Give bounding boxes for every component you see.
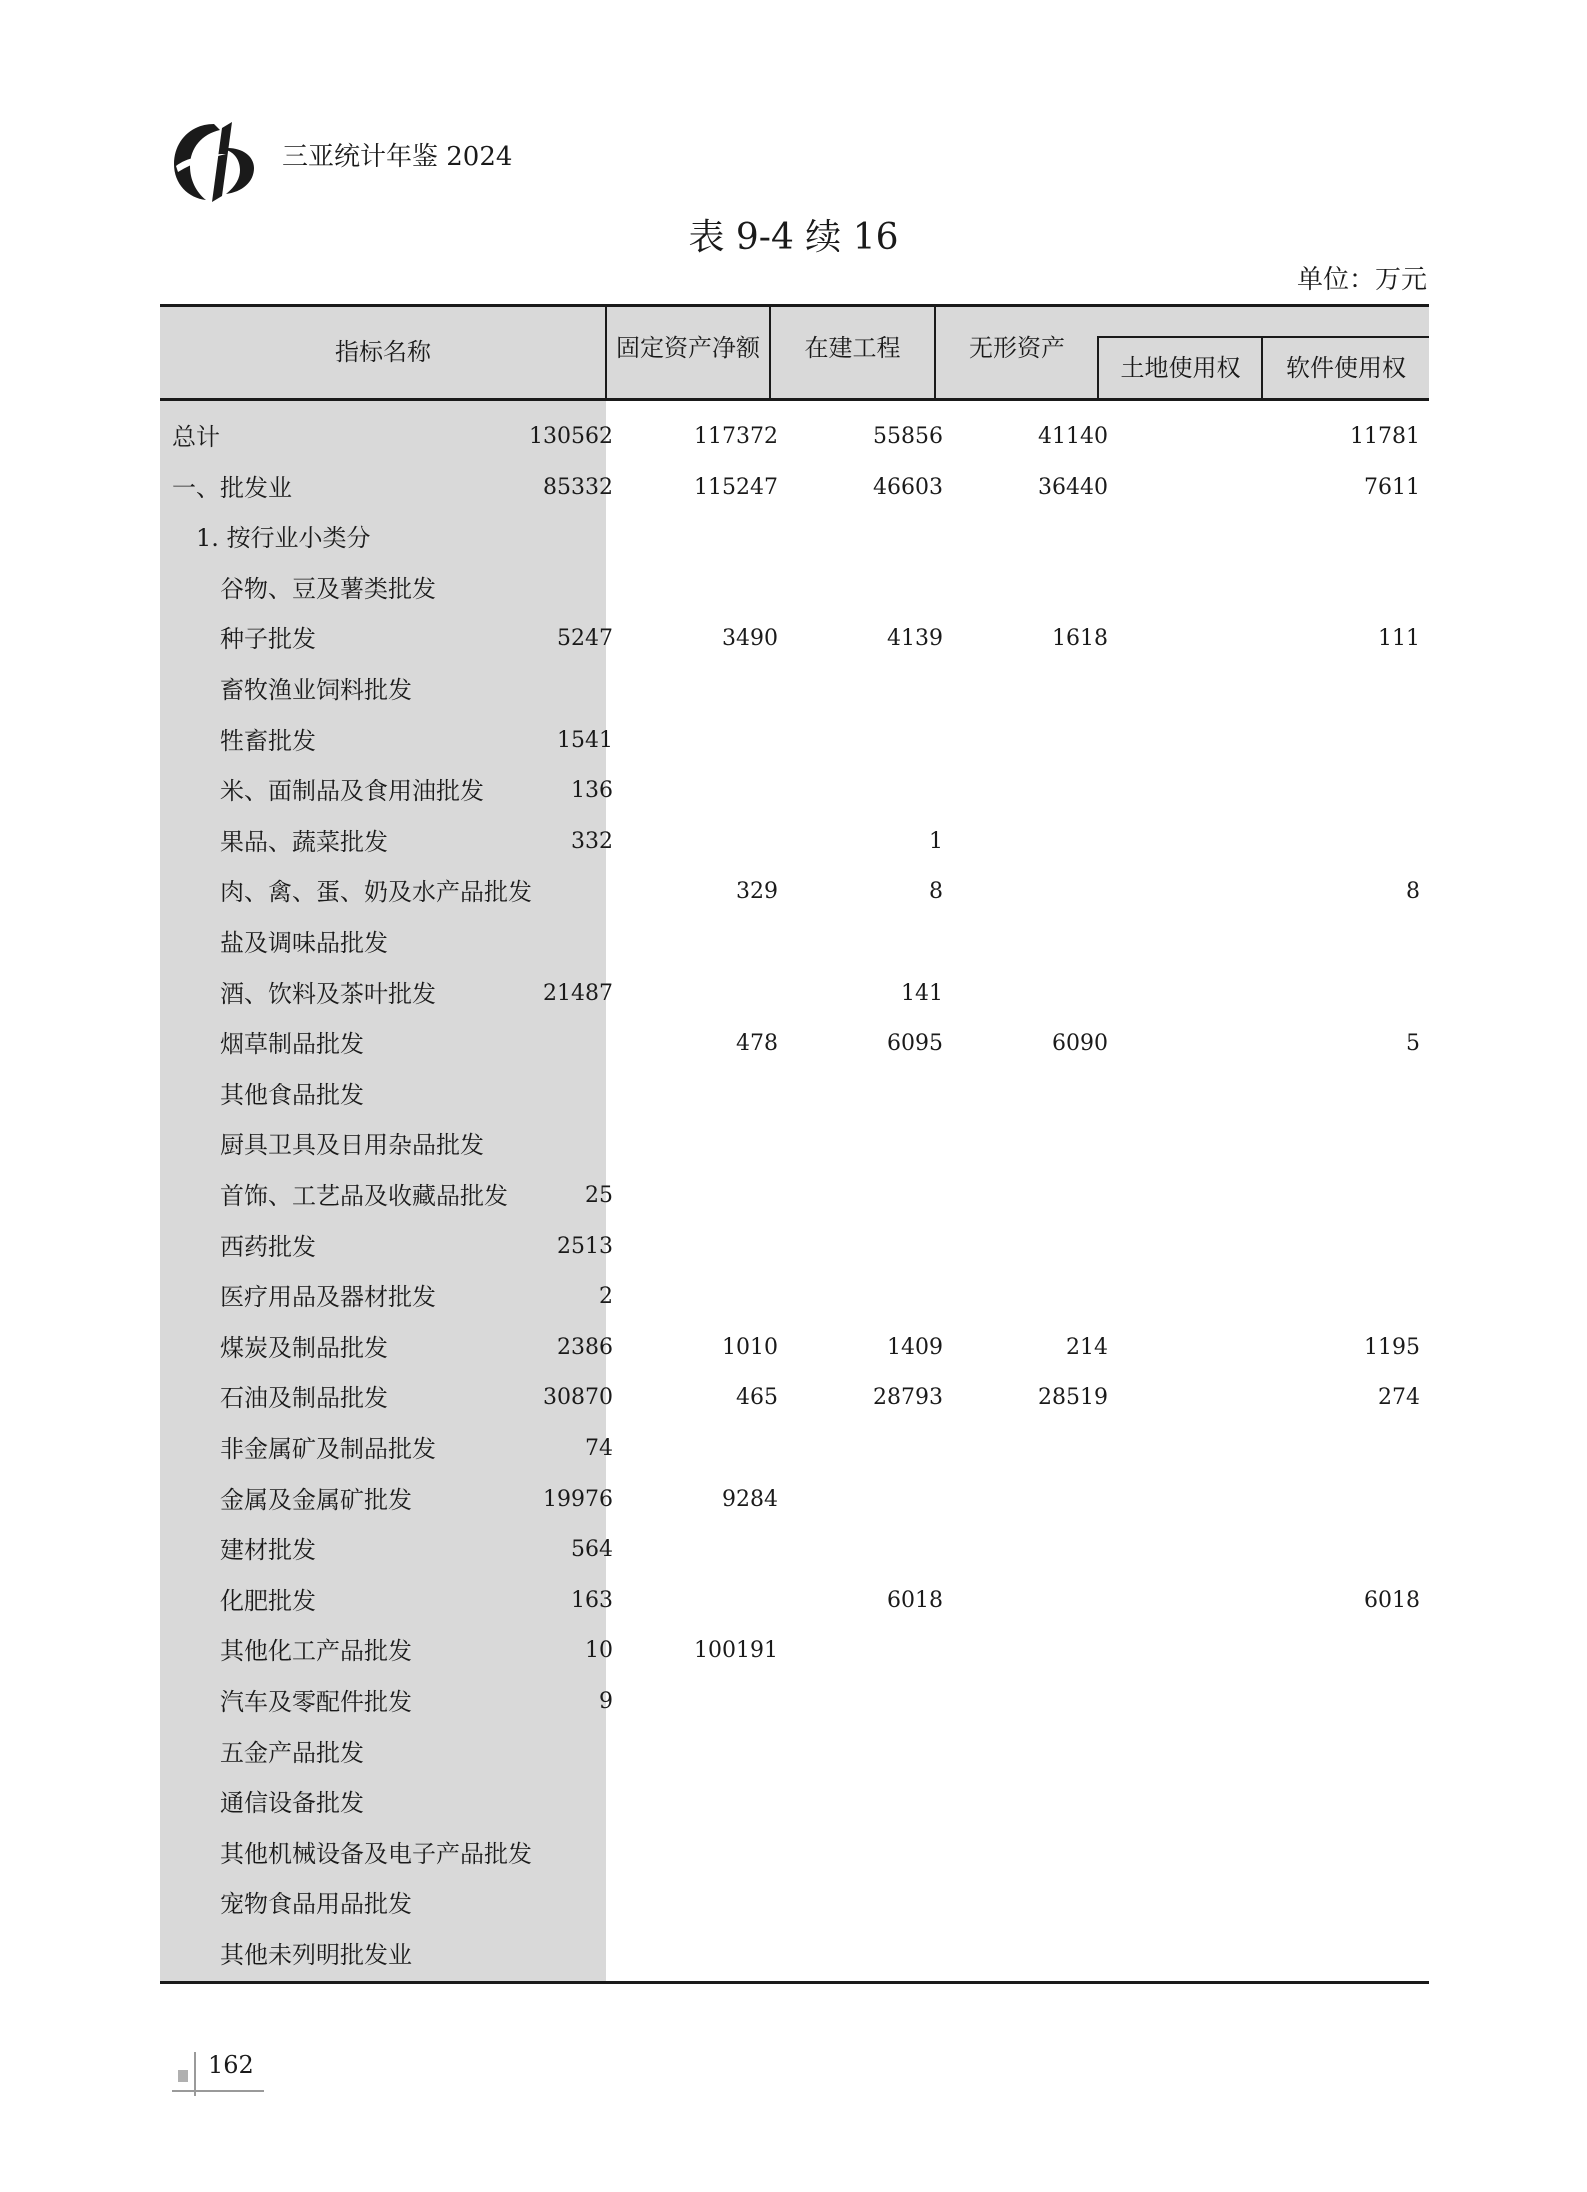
table-bottom-rule	[160, 1981, 1429, 1984]
cell-software-use-rights: 5	[1406, 1031, 1420, 1057]
cell-fixed-assets-net: 85332	[543, 474, 613, 500]
cell-fixed-assets-net: 9	[599, 1689, 613, 1714]
table-row	[160, 1778, 1429, 1828]
table-row	[160, 1019, 1429, 1069]
table-row	[160, 1424, 1429, 1474]
table-row	[160, 1323, 1429, 1373]
row-name: 畜牧渔业饲料批发	[220, 676, 412, 704]
cell-intangible-assets: 55856	[873, 424, 943, 449]
row-name: 谷物、豆及薯类批发	[220, 574, 436, 603]
row-name: 厨具卫具及日用杂品批发	[220, 1131, 484, 1160]
cell-land-use-rights: 36440	[1038, 474, 1108, 500]
table-row	[160, 1475, 1429, 1525]
row-name: 汽车及零配件批发	[220, 1688, 412, 1716]
cell-software-use-rights: 11781	[1350, 424, 1420, 449]
cell-software-use-rights: 274	[1378, 1385, 1420, 1411]
header-land-use-rights: 土地使用权	[1120, 354, 1241, 382]
cell-intangible-assets: 6095	[887, 1031, 943, 1057]
table-row	[160, 1373, 1429, 1423]
cell-construction-in-progress: 117372	[694, 424, 778, 449]
cell-intangible-assets: 1	[929, 828, 943, 854]
cell-intangible-assets: 6018	[887, 1587, 943, 1613]
cell-fixed-assets-net: 74	[585, 1436, 613, 1461]
cell-construction-in-progress: 1010	[722, 1334, 778, 1360]
cell-intangible-assets: 46603	[873, 474, 943, 500]
table-row	[160, 1626, 1429, 1676]
data-table	[160, 304, 1429, 1984]
cell-fixed-assets-net: 564	[571, 1537, 613, 1563]
cell-land-use-rights: 214	[1066, 1334, 1108, 1360]
table-row	[160, 766, 1429, 816]
page-number: 162	[208, 2051, 254, 2079]
header-construction-in-progress: 在建工程	[804, 334, 901, 362]
table-row	[160, 817, 1429, 867]
cell-fixed-assets-net: 21487	[543, 980, 613, 1006]
table-row	[160, 412, 1429, 462]
row-name: 石油及制品批发	[220, 1384, 388, 1413]
cell-software-use-rights: 111	[1378, 626, 1420, 652]
cell-intangible-assets: 141	[901, 980, 943, 1006]
cell-intangible-assets: 1409	[887, 1334, 943, 1360]
cell-land-use-rights: 1618	[1052, 626, 1108, 652]
table-row	[160, 513, 1429, 563]
cell-software-use-rights: 1195	[1364, 1334, 1420, 1360]
table-title: 表 9-4 续 16	[688, 217, 899, 258]
intangible-sub-rule	[1097, 336, 1429, 338]
cell-fixed-assets-net: 19976	[543, 1486, 613, 1512]
cell-intangible-assets: 4139	[887, 626, 943, 652]
table-row	[160, 867, 1429, 917]
cell-fixed-assets-net: 163	[571, 1587, 613, 1613]
header-fixed-assets-net: 固定资产净额	[616, 334, 760, 362]
table-row	[160, 1879, 1429, 1929]
table-row	[160, 1272, 1429, 1322]
cell-software-use-rights: 6018	[1364, 1587, 1420, 1613]
cell-fixed-assets-net: 130562	[529, 424, 613, 449]
cell-land-use-rights: 6090	[1052, 1031, 1108, 1057]
table-row	[160, 716, 1429, 766]
cell-construction-in-progress: 478	[736, 1031, 778, 1057]
cell-software-use-rights: 8	[1406, 879, 1420, 905]
row-name: 牲畜批发	[220, 726, 316, 755]
cell-fixed-assets-net: 136	[571, 778, 613, 804]
cell-software-use-rights: 7611	[1364, 474, 1420, 500]
row-name: 宠物食品用品批发	[220, 1890, 412, 1919]
cell-fixed-assets-net: 2513	[557, 1233, 613, 1259]
table-row	[160, 463, 1429, 513]
row-name: 建材批发	[220, 1536, 316, 1565]
header-indicator-name: 指标名称	[335, 338, 431, 366]
table-row	[160, 1829, 1429, 1879]
cell-land-use-rights: 28519	[1038, 1385, 1108, 1411]
row-name: 其他食品批发	[220, 1080, 364, 1109]
table-row	[160, 1525, 1429, 1575]
row-name: 其他化工产品批发	[220, 1637, 412, 1666]
yearbook-title: 三亚统计年鉴 2024	[282, 142, 513, 172]
row-name: 种子批发	[220, 625, 316, 654]
table-row	[160, 969, 1429, 1019]
row-name: 首饰、工艺品及收藏品批发	[220, 1182, 508, 1210]
table-row	[160, 1728, 1429, 1778]
table-row	[160, 564, 1429, 614]
table-row	[160, 1171, 1429, 1221]
cell-intangible-assets: 28793	[873, 1385, 943, 1411]
cell-fixed-assets-net: 2386	[557, 1334, 613, 1360]
table-row	[160, 1070, 1429, 1120]
header-software-use-rights: 软件使用权	[1286, 354, 1406, 382]
page-corner-mark	[178, 2070, 188, 2082]
row-name: 酒、饮料及茶叶批发	[220, 979, 436, 1008]
row-name: 金属及金属矿批发	[220, 1485, 412, 1514]
row-name: 五金产品批发	[220, 1738, 364, 1767]
table-row	[160, 1576, 1429, 1626]
row-name: 其他未列明批发业	[220, 1941, 412, 1969]
cell-fixed-assets-net: 5247	[557, 626, 613, 652]
cell-construction-in-progress: 115247	[694, 474, 778, 500]
row-name: 医疗用品及器材批发	[220, 1283, 436, 1312]
table-top-rule	[160, 304, 1429, 307]
row-name: 一、批发业	[172, 473, 292, 502]
row-name: 化肥批发	[220, 1586, 316, 1615]
row-name: 总计	[172, 423, 220, 451]
statistics-logo-icon	[170, 118, 258, 204]
table-row	[160, 665, 1429, 715]
header-intangible-assets: 无形资产	[969, 334, 1065, 362]
cell-fixed-assets-net: 30870	[543, 1385, 613, 1411]
cell-intangible-assets: 8	[929, 879, 943, 905]
row-name: 通信设备批发	[220, 1789, 364, 1818]
cell-construction-in-progress: 465	[736, 1385, 778, 1411]
row-name: 果品、蔬菜批发	[220, 827, 388, 856]
table-row	[160, 1222, 1429, 1272]
cell-construction-in-progress: 9284	[722, 1486, 778, 1512]
cell-land-use-rights: 41140	[1038, 424, 1108, 449]
page-number-rule	[172, 2090, 264, 2092]
row-name: 西药批发	[220, 1232, 316, 1261]
cell-construction-in-progress: 100191	[694, 1638, 778, 1664]
table-row	[160, 1677, 1429, 1727]
cell-fixed-assets-net: 25	[585, 1183, 613, 1208]
unit-label: 单位：万元	[1296, 265, 1427, 295]
cell-fixed-assets-net: 10	[585, 1638, 613, 1664]
row-name: 1. 按行业小类分	[196, 524, 371, 553]
row-name: 非金属矿及制品批发	[220, 1435, 436, 1463]
table-row	[160, 1120, 1429, 1170]
row-name: 其他机械设备及电子产品批发	[220, 1839, 532, 1868]
table-row	[160, 1930, 1429, 1980]
cell-fixed-assets-net: 1541	[557, 727, 613, 753]
cell-fixed-assets-net: 332	[571, 828, 613, 854]
row-name: 盐及调味品批发	[220, 929, 388, 957]
table-row	[160, 918, 1429, 968]
row-name: 煤炭及制品批发	[220, 1333, 388, 1362]
row-name: 米、面制品及食用油批发	[220, 777, 484, 806]
cell-fixed-assets-net: 2	[599, 1284, 613, 1310]
cell-construction-in-progress: 329	[736, 879, 778, 905]
cell-construction-in-progress: 3490	[722, 626, 778, 652]
row-name: 肉、禽、蛋、奶及水产品批发	[220, 878, 532, 907]
table-row	[160, 614, 1429, 664]
row-name: 烟草制品批发	[220, 1030, 364, 1059]
header-bottom-rule	[160, 398, 1429, 401]
